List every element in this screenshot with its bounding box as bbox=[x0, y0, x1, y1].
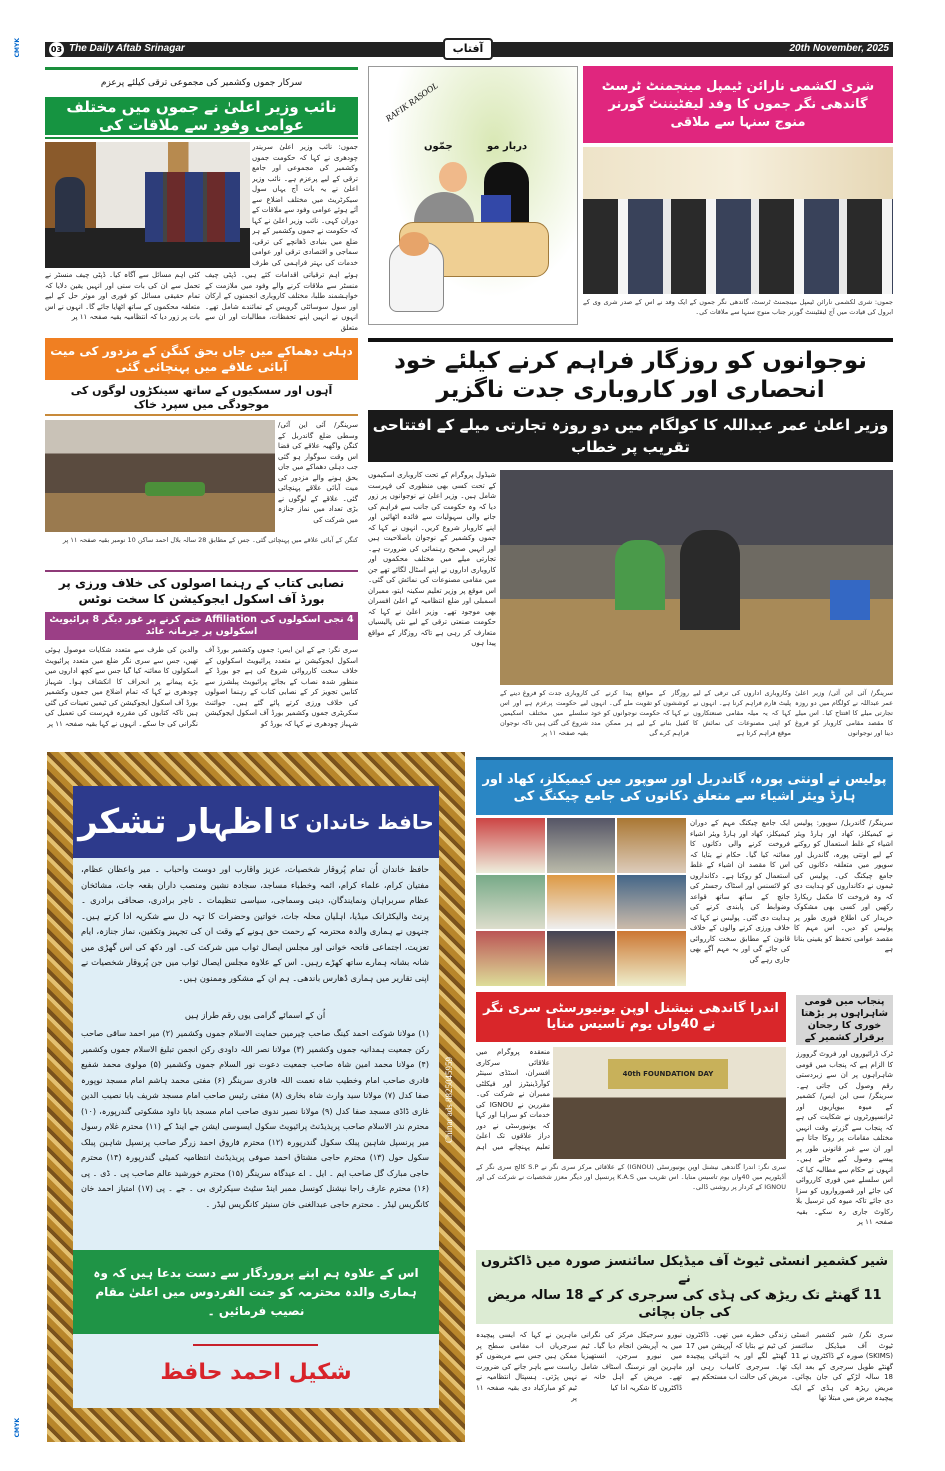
story5-photo bbox=[547, 931, 616, 986]
paper-name: The Daily Aftab Srinagar bbox=[69, 43, 185, 54]
story1-photo bbox=[45, 142, 250, 268]
story2-photo bbox=[583, 147, 893, 294]
story3-subhead: آہوں اور سسکیوں کے ساتھ سینکڑوں لوگوں کی موجودگی میں سپرد خاک bbox=[70, 384, 333, 411]
story5-photo bbox=[617, 818, 686, 873]
story2-headline: شری لکشمی نارائن ٹیمپل مینجمنٹ ٹرسٹ گاندھی نگر جموں کا وفد لیفٹیننٹ گورنر منوج سنہا سے ملاقی bbox=[583, 66, 893, 143]
story5-headline: پولیس نے اونتی پورہ، گاندربل اور سوپور میں کیمیکلز، کھاد اور ہارڈ ویئر اشیاء سے متعلق دکانوں کی جامع چیکنگ کی bbox=[476, 757, 893, 815]
lead-body: شیڈول پروگرام کے تحت کاروباری اسکیموں کے تحت کسی بھی منظوری کی فہرست شامل ہیں۔ وزیر اعلیٰ نے نوجوانوں پر زور دیا کہ وہ حکومت کی جانب سے فراہم کی جانے والی سہولیات سے فائدہ اٹھائیں اور اپنے کاروبار شروع کریں۔ انہوں نے کہا کہ جموں وکشمیر کے نوجوان باصلاحیت ہیں اور انہیں صحیح رہنمائی کی ضرورت ہے۔ تجارتی میلے میں مختلف محکموں اور کاروباری اداروں نے اپنے اسٹال لگائے تھے جن میں مقامی مصنوعات کی نمائش کی گئی۔ اس موقع پر وزیر تعلیم سکینہ ایتو، ممبران اسمبلی اور ضلع انتظامیہ کے اعلیٰ افسران بھی موجود تھے۔ وزیر اعلیٰ نے کہا کہ حکومت صنعتی ترقی کے لیے نئی پالیسیاں متعارف کر رہی ہے تاکہ روزگار کے مواقع پیدا ہوں bbox=[368, 471, 496, 647]
ad-title-small: حافظ خاندان کا bbox=[279, 810, 434, 834]
story4-headline: نصابی کتاب کے رہنما اصولوں کی خلاف ورزی پر بورڈ آف اسکول ایجوکیشن کا سخت نوٹس bbox=[58, 576, 345, 606]
story8-col1: سری نگر/ شیر کشمیر انسٹی ٹیوٹ آف میڈیکل سائنسز (SKIMS) صورہ کے ڈاکٹروں نے 11 گھنٹے طویل سرجری کے بعد ایک 18 سالہ لڑکے کی جان بچائی۔ مریض ریڑھ کی ہڈی کے ایک پیچیدہ مرض میں مبتلا تھا bbox=[791, 1331, 893, 1402]
story5-col2: ایک جامع چیکنگ مہم کے دوران کیمیکلز، کھاد اور ہارڈ ویئر اشیاء فروخت کرنے والی دکانوں کا معائنہ کیا گیا۔ حکام نے بتایا کہ اس کا مقصد ان اشیاء کے غلط استعمال کو روکنا ہے۔ دکانداروں کو لائسنس اور اسٹاک رجسٹر کی جانچ کے ساتھ ساتھ قواعد وضوابط کی پابندی کرنے کی ہدایت دی گئی۔ پولیس نے کہا کہ خلاف ورزی کرنے والوں کے خلاف قانون کے مطابق سخت کارروائی کی جائے گی اور یہ مہم آگے بھی جاری رہے گی bbox=[690, 819, 790, 964]
editorial-cartoon bbox=[368, 66, 578, 325]
divider bbox=[45, 414, 358, 416]
ad-thanksgiving-frame bbox=[47, 752, 465, 1442]
story6-photo bbox=[553, 1047, 786, 1159]
story5-photo bbox=[547, 818, 616, 873]
story3-photo bbox=[45, 420, 275, 532]
story5-photo bbox=[476, 818, 545, 873]
foundation-day-banner: 40th FOUNDATION DAY bbox=[608, 1059, 728, 1089]
story6-body: منعقدہ پروگرام میں علاقائی سرکاری افسران، اسٹڈی سینٹر کوآرڈینیٹرز اور فیکلٹی ممبران نے شرکت کی۔ مقررین نے IGNOU کی خدمات کو سراہا اور کہا کہ یونیورسٹی نے دور دراز علاقوں تک اعلیٰ تعلیم پہنچانے میں اہم bbox=[476, 1048, 550, 1151]
page-number: 03 bbox=[49, 42, 64, 57]
story5-photo bbox=[476, 931, 545, 986]
ad-thanksgiving bbox=[73, 786, 439, 1408]
ad-names-list: (۱) مولانا شوکت احمد کینگ صاحب چیرمین حمایت الاسلام جموں وکشمیر (۲) میر احمد ساقی صاحب رکن جمعیت ہمدانیہ جموں وکشمیر (۳) مولانا نصر اللہ داودی رکن انجمن تبلیغ الاسلام جموں وکشمیر (۴) مولانا محمد امین شاہ صاحب جمعیت دعوت نور السلام جموں وکشمیر (۵) مولوی محمد شفیع قادری صاحب امام وخطیب شاہ نعمت اللہ قادری سرینگر (۶) مفتی محمد ہاشم امام مسجد نوپورہ صفا کدل (۷) مولانا سید وارث شاہ بخاری (۸) مفتی رئیس صاحب امام مسجد شریف بابا نصیب الدین غازی ڈاڈی مسجد صفا کدل (۹) مولانا نصیر ندوی صاحب امام مسجد بابا داود مشکوتی گندرپورہ، (۱۰) محترم نذر الاسلام صاحب پریذیڈنٹ پرائیویٹ سکول ایسوسی ایشن جے اینڈ کے (۱۱) محترم غلام رسول میر پرنسپل شاہین پبلک سکول گندرپورہ (۱۲) محترم فاروق احمد زرگر صاحب پرنسپل شاہین پبلک سکول حول (۱۳) محترم حاجی مشتاق احمد صوفی پریذیڈنٹ انتظامیہ کمیٹی گندرپورہ (۱۴) محترم حاجی مبارک گل صاحب ایم ۔ ایل ۔ اے عیدگاہ سرینگر (۱۵) محترم خورشید عالم صاحب پی ۔ ڈی ۔ پی (۱۶) محترم عارف راجا نیشنل کونسل ممبر اینڈ سٹیٹ سیکرٹری بی ۔ جے ۔ پی (۱۷) امتیاز احمد خان کانگریس لیڈر ۔ محترم حاجی عبدالغنی خان سنیئر کانگریس لیڈر ۔ bbox=[81, 1028, 429, 1209]
lead-photo bbox=[500, 470, 893, 685]
story3-headline: دہلی دھماکے میں جاں بحق کنگن کے مزدور کی میت آبائی علاقے میں پہنچائی گئی bbox=[45, 338, 358, 380]
ad-signature: شکیل احمد حافظ bbox=[160, 1359, 352, 1385]
cmyk-registration-mark: CMYK bbox=[14, 38, 21, 58]
lead-caption-3: روزگار کے مواقع پیدا کرنے کی کوششوں کو تقویت ملے گی۔ انہوں نے کہا کہ حکومت نوجوانوں کو خود کفیل بنانے کے لیے ہر ممکن مدد فراہم کرے گی bbox=[591, 689, 689, 737]
story5-photo-collage bbox=[476, 818, 686, 986]
ad-prayer: اس کے علاوہ ہم اپنے پروردگار سے دست بدعا ہیں کہ وہ ہماری والدہ محترمہ کو جنت الفردوس میں اعلیٰ مقام نصیب فرمائیں ۔ bbox=[73, 1250, 439, 1334]
story7-body: ٹرک ڈرائیوروں اور فروٹ گروورز کا الزام ہے کہ پنجاب میں قومی شاہراہوں پر ان سے زبردستی رقم وصول کی جاتی ہے۔ سرینگر/ سی این ایس/ کشمیر کے میوہ بیوپاریوں اور ٹرانسپورٹروں نے شکایت کی ہے کہ پنجاب سے گزرتے وقت انہیں مختلف مقامات پر روکا جاتا ہے اور ان سے غیر قانونی طور پر پیسے وصول کیے جاتے ہیں۔ انہوں نے حکام سے مطالبہ کیا کہ اس سلسلے میں فوری کارروائی کی جائے اور قصورواروں کو سزا دی جائے تاکہ میوہ کی ترسیل بلا رکاوٹ جاری رہ سکے۔ بقیہ صفحہ ۱۱ پر bbox=[796, 1050, 893, 1226]
story3-body: سرینگر/ آئی این آئی/ وسطی ضلع گاندربل کے کنگن واگھیہ علاقے کی فضا اس وقت سوگوار ہو گئی جب دہلی دھماکے میں جاں بحق ہونے والے مزدور کی میت آبائی علاقے پہنچائی گئی۔ علاقے کے لوگوں نے بڑی تعداد میں نماز جنازہ میں شرکت کی bbox=[278, 421, 358, 524]
issue-date: 20th November, 2025 bbox=[789, 43, 889, 54]
story8-col3: نیورو سرجیکل مرکز کی نگرانی میں یہ آپریشن انجام دیا گیا۔ ٹیم میں نیورو سرجن، انستھیزیا ماہرین اور نرسنگ اسٹاف شامل تھے۔ مریض کے اہل خانہ نے ڈاکٹروں کا شکریہ ادا کیا bbox=[581, 1331, 682, 1392]
story5-col1: سرینگر/ گاندربل/ سوپور: پولیس نے کیمیکلز، کھاد اور ہارڈ ویئر اشیاء کے غلط استعمال کو روکنے کے لیے اونتی پورہ، گاندربل اور سوپور میں متعلقہ دکانوں کی جامع چیکنگ کی۔ پولیس کی ٹیموں نے دکانداروں کو ہدایت دی کہ وہ فروخت کا مکمل ریکارڈ رکھیں اور کسی بھی مشکوک خریدار کی اطلاع فوری طور پر پولیس کو دیں۔ اس مہم کا مقصد عوامی تحفظ کو یقینی بنانا ہے bbox=[794, 819, 893, 953]
story4-col2: والدین کی طرف سے متعدد شکایات موصول ہوئی تھیں، جس سے سری نگر ضلع میں متعدد پرائیویٹ اسکولوں کا معائنہ کیا گیا جس سے کچھ اداروں میں بڑے پیمانے پر انحراف کا انکشاف ہوا۔ شہباز چودھری نے کہا کہ تمام اضلاع میں جموں وکشمیر بورڈ آف اسکول ایجوکیشن کی ٹیمیں تعینات کی گئی ہیں تاکہ کتابوں کی مقررہ فہرست کی تعمیل کی نگرانی کی جا سکے۔ انہوں نے کہا بقیہ صفحہ ۱۱ پر bbox=[45, 646, 198, 728]
ad-title-big: اظہار تشکر bbox=[78, 802, 275, 842]
story4-col1: سری نگر: جے کے این ایس: جموں وکشمیر بورڈ آف اسکول ایجوکیشن نے متعدد پرائیویٹ اسکولوں کے خلاف سخت کارروائی شروع کی ہے جو بورڈ کے منظور شدہ نصاب کے بجائے پرائیویٹ پبلشرز سے کتابیں تجویز کر کے نصابی کتاب کے رہنما اصولوں کی خلاف ورزی کرتے پائے گئے ہیں۔ جوائنٹ سکریٹری جموں وکشمیر بورڈ آف اسکول ایجوکیشن شہباز چودھری نے کہا کہ بورڈ کو bbox=[205, 646, 358, 728]
story1-kicker: سرکار جموں وکشمیر کی مجموعی ترقی کیلئے پرعزم bbox=[100, 78, 303, 88]
cartoon-label-darbar-move: دربار مو bbox=[487, 141, 528, 152]
cmyk-registration-mark-bottom: CMYK bbox=[14, 1418, 21, 1438]
divider bbox=[368, 338, 893, 342]
story6-headline: اندرا گاندھی نیشنل اوپن یونیورسٹی سری نگر نے 40واں یوم تاسیس منایا bbox=[476, 992, 786, 1042]
story5-photo bbox=[617, 931, 686, 986]
lead-caption-2: وکاروباری اداروں کی ترقی کے لیے پلیٹ فارم فراہم کرنا ہے۔ انہوں نے کہا کہ یہ میلہ مقامی صنعتکاروں کو اپنی مصنوعات کی نمائش کا موقع فراہم کرتا ہے bbox=[693, 689, 791, 737]
lead-caption-4: کاروباری جدت کو فروغ دینے کے لیے حکومت پرعزم ہے اور اس سلسلے میں مختلف اسکیمیں شروع کی گئی ہیں تاکہ نوجوان بقیہ صفحہ ۱۱ پر bbox=[500, 689, 588, 737]
story1-body: جموں: نائب وزیر اعلیٰ سریندر چودھری نے کہا کہ حکومت جموں وکشمیر کی مجموعی اور جامع ترقی کے لیے پرعزم ہے۔ نائب وزیر اعلیٰ نے یہ بات آج یہاں سول سیکرٹریٹ میں مختلف اضلاع سے آئے ہوئے عوامی وفود سے ملاقات کے دوران کہی۔ نائب وزیر اعلیٰ نے کہا کہ حکومت نے جموں وکشمیر کے ہر ضلع میں بنیادی ڈھانچے کی ترقی، سماجی و اقتصادی ترقی اور عوامی خدمات کی بہتر فراہمی کی طرف bbox=[252, 143, 358, 267]
story1-headline: نائب وزیر اعلیٰ نے جموں میں مختلف عوامی وفود سے ملاقات کی bbox=[45, 97, 358, 135]
ad-title bbox=[73, 786, 439, 858]
ad-names-intro: اُن کے اسمائے گرامی یوں رقم طراز ہیں bbox=[184, 1010, 326, 1020]
story4-subhead: 4 نجی اسکولوں کی Affiliation ختم کرنے پر غور دیگر 8 پرائیویٹ اسکولوں پر جرمانہ عائد bbox=[45, 612, 358, 640]
story2-caption: جموں: شری لکشمی نارائن ٹیمپل مینجمنٹ ٹرسٹ، گاندھی نگر جموں کے ایک وفد نے اس کے صدر شری وی کے ابرول کی قیادت میں آج لیفٹیننٹ گورنر جناب منوج سنہا سے ملاقات کی۔ bbox=[583, 298, 893, 316]
story6-caption: سری نگر: اندرا گاندھی نیشنل اوپن یونیورسٹی (IGNOU) کے علاقائی مرکز سری نگر نے S.P کالج سری نگر کے آڈیٹوریم میں 40واں یوم تاسیس منایا۔ اس تقریب میں K.A.S پرنسپل اور دیگر معزز شخصیات نے شرکت کی اور IGNOU کے کردار پر روشنی ڈالی۔ bbox=[476, 1163, 786, 1191]
story8-col4: ماہرین نے کہا کہ ایسی پیچیدہ سرجریاں اب مقامی سطح پر ممکن ہیں جس سے مریضوں کو ریاست سے باہر جانے کی ضرورت نہیں پڑتی۔ ہسپتال انتظامیہ نے ٹیم کو مبارکباد دی بقیہ صفحہ ۱۱ پر bbox=[476, 1331, 577, 1402]
story1-body-cont2: کئی اہم مسائل سے آگاہ کیا۔ ڈپٹی چیف منسٹر نے تحمل سے ان کی بات سنی اور انہیں یقین دلایا کہ تمام حقیقی مسائل کو فوری اور موثر حل کے لیے متعلقہ محکموں کے ساتھ اٹھایا جائے گا۔ انہوں نے اس بات پر زور دیا کہ انتظامیہ بقیہ صفحہ ۱۱ پر bbox=[45, 271, 200, 321]
story5-photo bbox=[617, 875, 686, 930]
lead-caption-1: سرینگر/ آئی این آئی/ وزیر اعلیٰ عمر عبداللہ نے کولگام میں دو روزہ تجارتی میلے کا افتتاح کیا۔ اس میلے کا مقصد مقامی کاروبار کو فروغ دینا اور نوجوانوں bbox=[795, 689, 893, 737]
story8-headline-line1: شیر کشمیر انسٹی ٹیوٹ آف میڈیکل سائنسز صورہ میں ڈاکٹروں نے bbox=[480, 1254, 889, 1286]
paper-logo: آفتاب bbox=[443, 38, 493, 60]
story1-body-cont: ہوئے اہم ترقیاتی اقدامات کئے ہیں۔ ڈپٹی چیف منسٹر سے ملاقات کرنے والے وفود میں ملازمت کے خواہشمند طلبا، مختلف کاروباری انجمنوں کے ارکان اور سول سوسائٹی گروپس کے نمائندے شامل تھے۔ انہوں نے انہیں اپنے تحفظات، مطالبات اور ان سے متعلق bbox=[205, 271, 358, 332]
lead-headline: نوجوانوں کو روزگار فراہم کرنے کیلئے خود انحصاری اور کاروباری جدت ناگزیر bbox=[394, 348, 867, 403]
story5-photo bbox=[476, 875, 545, 930]
cartoonist-signature: RAFIK RASOOL bbox=[383, 80, 440, 124]
divider bbox=[45, 137, 358, 139]
ornament-divider bbox=[193, 1344, 318, 1346]
ad-agency-credit: Chinar ads 8825045959 bbox=[444, 1057, 454, 1143]
cartoon-figure-man bbox=[439, 162, 467, 192]
story8-headline bbox=[476, 1250, 893, 1324]
story7-headline: پنجاب میں قومی شاہراہوں پر بڑھتا خوری کا رجحان برقرار کشمیر کے bbox=[796, 995, 893, 1045]
story5-photo bbox=[547, 875, 616, 930]
story8-headline-line2: 11 گھنٹے تک ریڑھ کی ہڈی کی سرجری کر کے 18 سالہ مریض کی جان بچائی bbox=[487, 1288, 882, 1320]
story3-caption: کنگن کے آبائی علاقے میں پہنچائی گئی۔ جس کے مطابق 28 سالہ بلال احمد ساکن 10 نومبر بقیہ صفحہ ۱۱ پر bbox=[62, 536, 358, 544]
cartoon-label-jammu: جمّوں bbox=[424, 141, 453, 152]
divider bbox=[45, 570, 358, 572]
lead-subhead: وزیر اعلیٰ عمر عبداللہ کا کولگام میں دو روزہ تجارتی میلے کے افتتاحی تقریب پر خطاب bbox=[368, 410, 893, 462]
ad-body: حافظ خاندان اُن تمام پُروقار شخصیات، عزیز واقارب اور دوست واحباب ۔ میر واعظان عظام، مفتیان کرام، علماء کرام، ائمہ وخطباء مساجد، سجادہ نشین ومنصب داران بقعہ جات، مشائخان عظام سربراہان ونمایندگان، دینی وسماجی، سیاسی تنظیمات ۔ تاجر برادری، صحافی برادری ۔ پرنٹ والیکٹرانک میڈیا، اہلیان محلہ جات، خواتین وحضرات کا تہہ دل سے شکریہ ادا کرتے ہیں۔ جنہوں نے ہماری والدہ محترمہ کے رحمت حق ہونے کے وقت ان کی تجہیز وتکفین، نماز جنازہ، ایام تعزیت، اجتماعی فاتحہ خوانی اور مجلس ایصال ثواب میں شرکت کی۔ اور دکھ کی اس گھڑی میں شانہ بشانہ ہمارے ساتھ کھڑے رہیں۔ اس کے علاوہ مجلس ایصال ثواب میں جن پُروقار شخصیات نے اپنی تقاریر میں ہماری ڈھارس باندھی۔ ہم ان کے مشکور وممنون ہیں۔ bbox=[81, 864, 429, 983]
divider bbox=[45, 67, 358, 70]
story8-col2: زندگی خطرے میں تھی۔ ڈاکٹروں کی ٹیم نے بتایا کہ آپریشن میں 17 گھنٹے لگے اور یہ انتہائی پیچیدہ تھا۔ سرجری کامیاب رہی اور مریض کی حالت اب مستحکم ہے bbox=[686, 1331, 787, 1381]
